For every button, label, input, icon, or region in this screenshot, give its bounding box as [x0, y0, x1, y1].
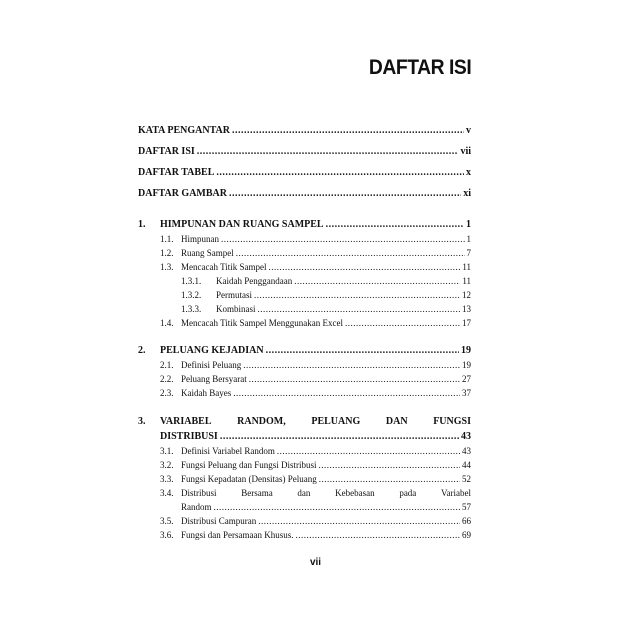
section-number: 2.1. [160, 360, 174, 370]
toc-label: Definisi Variabel Random [181, 446, 275, 456]
chapter-number: 2. [138, 345, 146, 356]
subsection-number: 1.3.1. [181, 276, 202, 286]
toc-page: 11 [462, 262, 471, 272]
toc-section[interactable] [138, 386, 471, 400]
toc-page: 19 [462, 360, 471, 370]
title-word: VARIABEL [160, 416, 212, 427]
toc-page: x [466, 167, 471, 178]
toc-page: vii [460, 146, 471, 157]
toc-page: 44 [462, 460, 471, 470]
leader-dots [266, 344, 459, 358]
toc-page: 27 [462, 374, 471, 384]
subsection-number: 1.3.3. [181, 304, 202, 314]
section-number: 3.2. [160, 460, 174, 470]
toc-label: Definisi Peluang [181, 360, 242, 370]
toc-page: 43 [462, 446, 471, 456]
toc-label: Peluang Bersyarat [181, 374, 247, 384]
leader-dots [326, 218, 464, 232]
toc-section[interactable] [138, 260, 471, 274]
toc-label: Mencacah Titik Sampel Menggunakan Excel [181, 318, 343, 328]
title-word: Distribusi [181, 488, 217, 498]
leader-dots [277, 444, 460, 458]
toc-subsection[interactable] [138, 288, 471, 302]
toc-page: v [466, 125, 471, 136]
toc-label: Kaidah Penggandaan [216, 276, 293, 286]
toc-label: DAFTAR GAMBAR [138, 188, 227, 199]
toc-chapter[interactable] [138, 344, 471, 358]
chapter-title-line [160, 414, 471, 430]
toc-label: Kombinasi [216, 304, 256, 314]
chapter-number: 3. [138, 416, 146, 427]
toc-page: 37 [462, 388, 471, 398]
title-word: Bersama [241, 488, 273, 498]
toc-page: 19 [461, 345, 471, 356]
toc-label: Fungsi dan Persamaan Khusus. [181, 530, 294, 540]
toc-page: 52 [462, 474, 471, 484]
title-word: DAN [385, 416, 408, 427]
toc-label: DISTRIBUSI [160, 431, 218, 442]
toc-section[interactable] [138, 528, 471, 542]
leader-dots [254, 288, 460, 302]
toc-page: 66 [462, 516, 471, 526]
toc-section[interactable] [138, 246, 471, 260]
leader-dots [221, 232, 465, 246]
toc-label: PELUANG KEJADIAN [160, 345, 264, 356]
toc-label: Random [181, 502, 212, 512]
toc-entry[interactable] [138, 141, 471, 162]
leader-dots [232, 120, 464, 141]
toc-entry[interactable] [138, 183, 471, 204]
toc-section[interactable] [138, 316, 471, 330]
leader-dots [214, 500, 461, 514]
toc-label: Ruang Sampel [181, 248, 234, 258]
title-word: FUNGSI [433, 416, 471, 427]
toc-label: Kaidah Bayes [181, 388, 232, 398]
title-word: pada [399, 488, 417, 498]
section-number: 1.1. [160, 234, 174, 244]
toc-section[interactable] [138, 232, 471, 246]
leader-dots [319, 458, 460, 472]
leader-dots [319, 472, 460, 486]
page-title: DAFTAR ISI [368, 56, 471, 79]
toc-label: Mencacah Titik Sampel [181, 262, 267, 272]
toc-page: 13 [462, 304, 471, 314]
leader-dots [296, 528, 461, 542]
toc-label: KATA PENGANTAR [138, 125, 230, 136]
toc-page: 1 [466, 219, 471, 230]
toc-section[interactable] [138, 472, 471, 486]
leader-dots [229, 183, 461, 204]
toc-label: DAFTAR TABEL [138, 167, 215, 178]
toc-label: Himpunan [181, 234, 219, 244]
toc-page: 69 [462, 530, 471, 540]
toc-entry[interactable] [138, 120, 471, 141]
toc-chapter[interactable] [138, 218, 471, 232]
section-number: 1.2. [160, 248, 174, 258]
subsection-number: 1.3.2. [181, 290, 202, 300]
toc-label: Fungsi Kepadatan (Densitas) Peluang [181, 474, 317, 484]
toc-label: Permutasi [216, 290, 252, 300]
toc-label: HIMPUNAN DAN RUANG SAMPEL [160, 219, 324, 230]
leader-dots [216, 162, 464, 183]
toc-page: 17 [462, 318, 471, 328]
toc-section[interactable] [138, 358, 471, 372]
leader-dots [294, 274, 460, 288]
page-number-footer: vii [309, 557, 322, 568]
section-title-line [181, 486, 471, 500]
title-word: dan [297, 488, 311, 498]
leader-dots [243, 358, 460, 372]
toc-section[interactable] [138, 458, 471, 472]
toc-page: xi [463, 188, 471, 199]
leader-dots [220, 430, 459, 444]
toc-label: Distribusi Campuran [181, 516, 257, 526]
title-word: Variabel [441, 488, 471, 498]
section-number: 1.4. [160, 318, 174, 328]
leader-dots [345, 316, 460, 330]
toc-section[interactable] [138, 514, 471, 528]
toc-chapter[interactable] [138, 414, 471, 444]
leader-dots [197, 141, 459, 162]
toc-section[interactable] [138, 486, 471, 514]
toc-entry[interactable] [138, 162, 471, 183]
title-word: Kebebasan [335, 488, 375, 498]
section-number: 3.4. [160, 488, 174, 498]
title-word: PELUANG [311, 416, 361, 427]
leader-dots [269, 260, 461, 274]
section-number: 1.3. [160, 262, 174, 272]
section-number: 2.2. [160, 374, 174, 384]
section-number: 3.1. [160, 446, 174, 456]
toc-page: 1 [466, 234, 471, 244]
table-of-contents [138, 120, 471, 542]
chapter-number: 1. [138, 219, 146, 230]
leader-dots [249, 372, 460, 386]
toc-label: DAFTAR ISI [138, 146, 195, 157]
toc-section[interactable] [138, 444, 471, 458]
toc-page: 57 [462, 502, 471, 512]
section-number: 3.6. [160, 530, 174, 540]
toc-page: 43 [461, 431, 471, 442]
toc-subsection[interactable] [138, 302, 471, 316]
toc-section[interactable] [138, 372, 471, 386]
leader-dots [236, 246, 465, 260]
toc-label: Fungsi Peluang dan Fungsi Distribusi [181, 460, 317, 470]
section-number: 2.3. [160, 388, 174, 398]
title-word: RANDOM, [237, 416, 286, 427]
leader-dots [258, 302, 461, 316]
section-number: 3.5. [160, 516, 174, 526]
toc-subsection[interactable] [138, 274, 471, 288]
toc-page: 7 [466, 248, 471, 258]
section-number: 3.3. [160, 474, 174, 484]
toc-page: 11 [462, 276, 471, 286]
leader-dots [258, 514, 460, 528]
leader-dots [233, 386, 460, 400]
toc-page: 12 [462, 290, 471, 300]
